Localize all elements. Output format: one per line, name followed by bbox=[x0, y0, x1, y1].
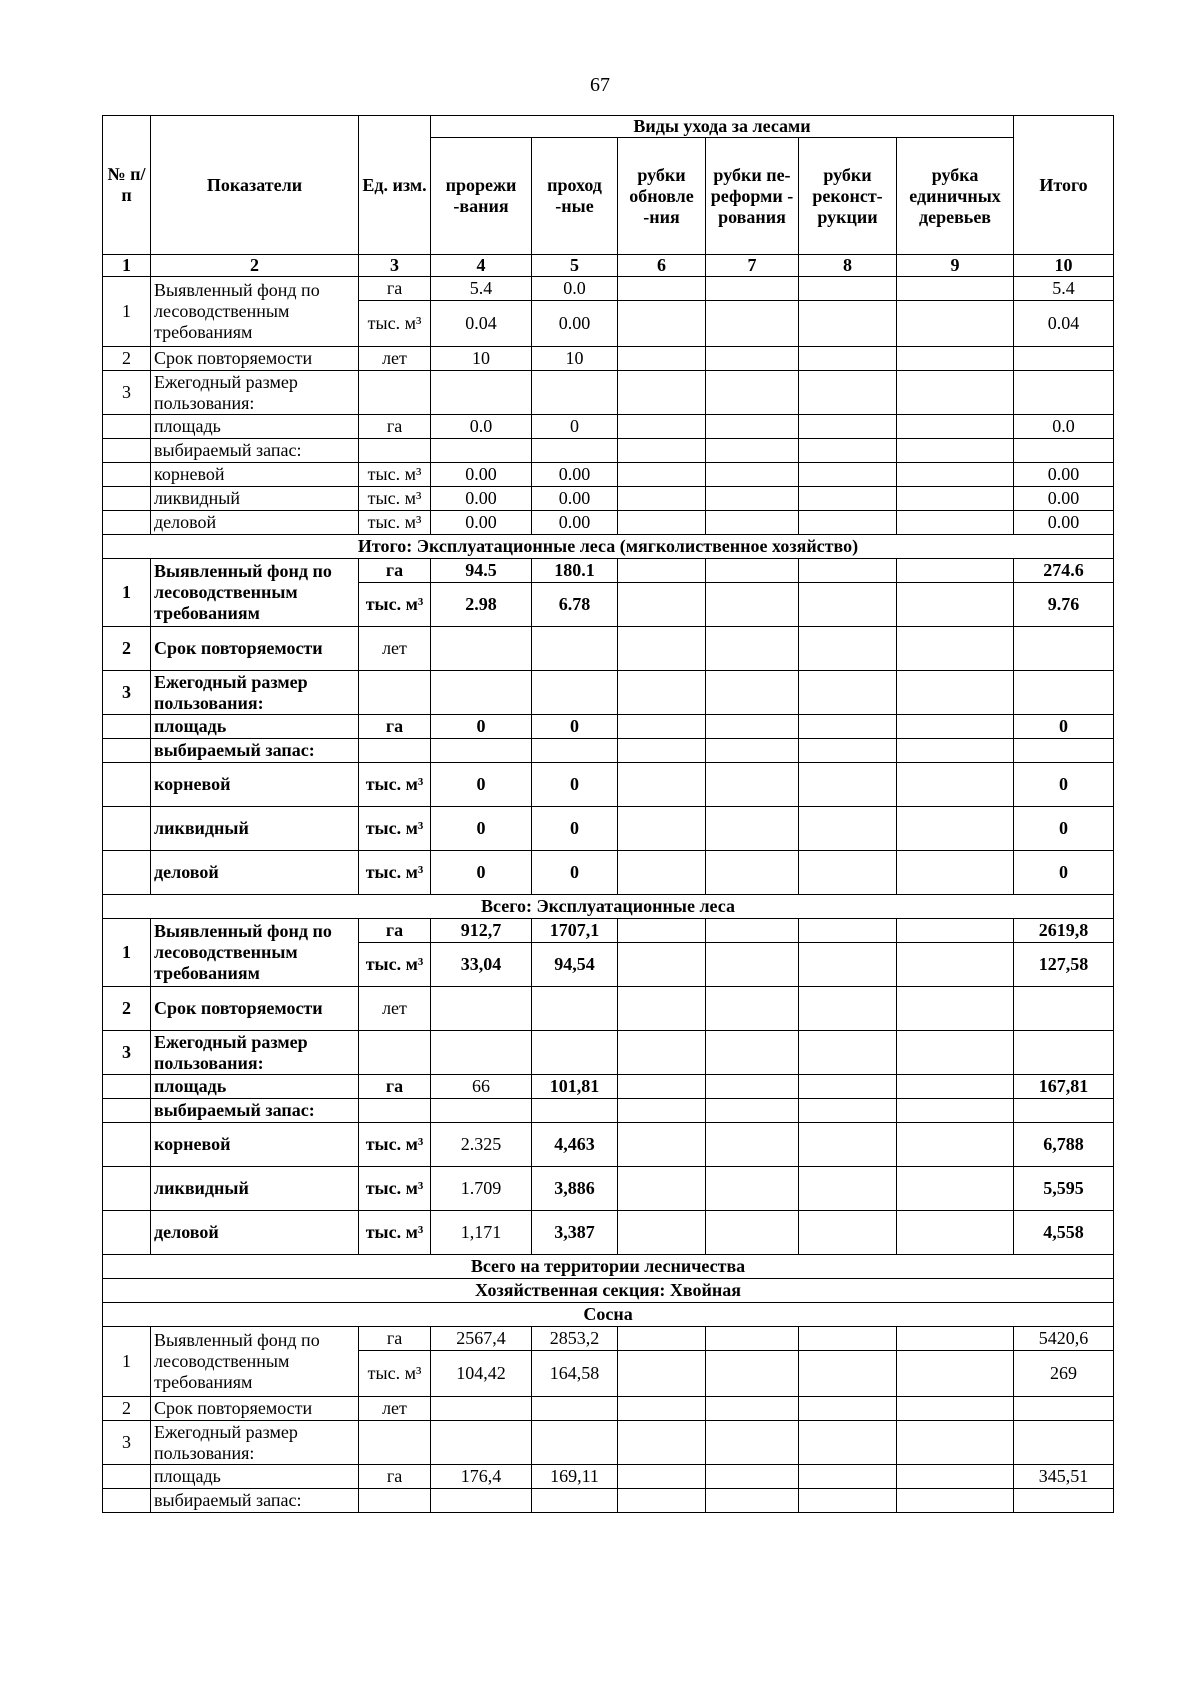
section-row bbox=[103, 535, 1114, 559]
col-number: 3 bbox=[359, 255, 431, 277]
row-index: 2 bbox=[103, 987, 151, 1031]
cell-total: 0 bbox=[1014, 715, 1114, 739]
cell-total: 167,81 bbox=[1014, 1075, 1114, 1099]
table-row bbox=[103, 487, 1114, 511]
table-row bbox=[103, 1421, 1114, 1465]
cell-total: 6,788 bbox=[1014, 1123, 1114, 1167]
row-label: ликвидный bbox=[151, 1167, 359, 1211]
row-unit: тыс. м³ bbox=[359, 943, 431, 987]
table-row bbox=[103, 1489, 1114, 1513]
row-index: 1 bbox=[103, 1327, 151, 1397]
col-number: 1 bbox=[103, 255, 151, 277]
header-type-single-tree: рубка единичных деревьев bbox=[897, 138, 1014, 255]
row-label: Срок повторяемости bbox=[151, 347, 359, 371]
row-label: Ежегодный размер пользования: bbox=[151, 1031, 359, 1075]
row-unit: тыс. м³ bbox=[359, 807, 431, 851]
cell-passing: 3,387 bbox=[532, 1211, 618, 1255]
row-label: ликвидный bbox=[151, 807, 359, 851]
cell-thinning: 66 bbox=[431, 1075, 532, 1099]
row-label: корневой bbox=[151, 763, 359, 807]
cell-total: 0 bbox=[1014, 851, 1114, 895]
cell-thinning: 176,4 bbox=[431, 1465, 532, 1489]
cell-total: 345,51 bbox=[1014, 1465, 1114, 1489]
table-row bbox=[103, 919, 1114, 943]
row-label: выбираемый запас: bbox=[151, 1489, 359, 1513]
row-index: 1 bbox=[103, 919, 151, 987]
forest-care-table bbox=[102, 115, 1114, 1513]
cell-passing: 101,81 bbox=[532, 1075, 618, 1099]
row-label: деловой bbox=[151, 511, 359, 535]
cell-passing: 3,886 bbox=[532, 1167, 618, 1211]
cell-total: 127,58 bbox=[1014, 943, 1114, 987]
cell-total bbox=[1014, 347, 1114, 371]
table-row bbox=[103, 807, 1114, 851]
cell-thinning: 2.98 bbox=[431, 583, 532, 627]
header-type-thinning: прорежи -вания bbox=[431, 138, 532, 255]
cell-thinning: 2567,4 bbox=[431, 1327, 532, 1351]
cell-passing: 0 bbox=[532, 763, 618, 807]
row-unit: га bbox=[359, 715, 431, 739]
row-index: 3 bbox=[103, 1421, 151, 1465]
row-unit: га bbox=[359, 277, 431, 301]
header-indicator: Показатели bbox=[151, 116, 359, 255]
row-unit: тыс. м³ bbox=[359, 301, 431, 347]
cell-thinning: 0.04 bbox=[431, 301, 532, 347]
cell-passing: 94,54 bbox=[532, 943, 618, 987]
table-row bbox=[103, 671, 1114, 715]
table-row bbox=[103, 763, 1114, 807]
cell-passing: 164,58 bbox=[532, 1351, 618, 1397]
cell-thinning: 0 bbox=[431, 715, 532, 739]
row-unit: тыс. м³ bbox=[359, 1167, 431, 1211]
row-unit: га bbox=[359, 559, 431, 583]
section-title: Сосна bbox=[103, 1303, 1114, 1327]
cell-passing: 0 bbox=[532, 415, 618, 439]
row-unit: га bbox=[359, 415, 431, 439]
row-label: деловой bbox=[151, 1211, 359, 1255]
table-row bbox=[103, 739, 1114, 763]
section-row bbox=[103, 1279, 1114, 1303]
cell-total: 269 bbox=[1014, 1351, 1114, 1397]
cell-thinning: 94.5 bbox=[431, 559, 532, 583]
col-number: 8 bbox=[799, 255, 897, 277]
row-label: Выявленный фонд по лесоводственным требованиям bbox=[151, 277, 359, 347]
table-row bbox=[103, 1099, 1114, 1123]
col-number: 5 bbox=[532, 255, 618, 277]
row-index: 3 bbox=[103, 671, 151, 715]
table-row bbox=[103, 347, 1114, 371]
section-title: Итого: Эксплуатационные леса (мягколиственное хозяйство) bbox=[103, 535, 1114, 559]
row-label: выбираемый запас: bbox=[151, 439, 359, 463]
section-row bbox=[103, 895, 1114, 919]
cell-thinning: 10 bbox=[431, 347, 532, 371]
cell-total: 274.6 bbox=[1014, 559, 1114, 583]
table-row bbox=[103, 277, 1114, 301]
table-row bbox=[103, 1397, 1114, 1421]
row-label: Ежегодный размер пользования: bbox=[151, 1421, 359, 1465]
table-row bbox=[103, 1123, 1114, 1167]
row-label: площадь bbox=[151, 415, 359, 439]
row-unit: тыс. м³ bbox=[359, 511, 431, 535]
header-row bbox=[103, 116, 1114, 138]
page-number: 67 bbox=[590, 74, 610, 96]
cell-total: 9.76 bbox=[1014, 583, 1114, 627]
cell-passing: 0.00 bbox=[532, 511, 618, 535]
row-unit: лет bbox=[359, 1397, 431, 1421]
cell-total: 5,595 bbox=[1014, 1167, 1114, 1211]
row-label: Выявленный фонд по лесоводственным требованиям bbox=[151, 1327, 359, 1397]
cell-passing: 0.00 bbox=[532, 487, 618, 511]
cell-passing: 10 bbox=[532, 347, 618, 371]
cell-thinning: 0.00 bbox=[431, 463, 532, 487]
row-label: корневой bbox=[151, 1123, 359, 1167]
header-type-reforming: рубки пе- реформи - рования bbox=[706, 138, 799, 255]
table-row bbox=[103, 1211, 1114, 1255]
cell-total: 0 bbox=[1014, 763, 1114, 807]
row-label: Срок повторяемости bbox=[151, 627, 359, 671]
table-row bbox=[103, 1075, 1114, 1099]
row-unit: тыс. м³ bbox=[359, 463, 431, 487]
cell-total: 2619,8 bbox=[1014, 919, 1114, 943]
cell-thinning: 104,42 bbox=[431, 1351, 532, 1397]
cell-thinning: 0.00 bbox=[431, 487, 532, 511]
header-total: Итого bbox=[1014, 116, 1114, 255]
cell-thinning: 0.0 bbox=[431, 415, 532, 439]
row-label: корневой bbox=[151, 463, 359, 487]
row-index: 1 bbox=[103, 277, 151, 347]
row-unit: тыс. м³ bbox=[359, 487, 431, 511]
row-unit: лет bbox=[359, 627, 431, 671]
cell-thinning: 0 bbox=[431, 851, 532, 895]
cell-total: 0.00 bbox=[1014, 487, 1114, 511]
header-unit: Ед. изм. bbox=[359, 116, 431, 255]
table-row bbox=[103, 627, 1114, 671]
col-number: 7 bbox=[706, 255, 799, 277]
cell-thinning: 1.709 bbox=[431, 1167, 532, 1211]
header-type-renewal: рубки обновле -ния bbox=[618, 138, 706, 255]
table-row bbox=[103, 1031, 1114, 1075]
cell-passing: 0 bbox=[532, 807, 618, 851]
row-unit: га bbox=[359, 1465, 431, 1489]
table-row bbox=[103, 851, 1114, 895]
cell-total: 5420,6 bbox=[1014, 1327, 1114, 1351]
cell-total: 0 bbox=[1014, 807, 1114, 851]
row-unit: тыс. м³ bbox=[359, 1351, 431, 1397]
row-label: ликвидный bbox=[151, 487, 359, 511]
column-numbers-row bbox=[103, 255, 1114, 277]
cell-total: 0.00 bbox=[1014, 463, 1114, 487]
table-row bbox=[103, 1167, 1114, 1211]
cell-total: 4,558 bbox=[1014, 1211, 1114, 1255]
col-number: 2 bbox=[151, 255, 359, 277]
cell-thinning: 1,171 bbox=[431, 1211, 532, 1255]
row-label: Срок повторяемости bbox=[151, 987, 359, 1031]
cell-total: 0.0 bbox=[1014, 415, 1114, 439]
col-number: 9 bbox=[897, 255, 1014, 277]
row-label: площадь bbox=[151, 1465, 359, 1489]
cell-passing: 6.78 bbox=[532, 583, 618, 627]
section-title: Всего на территории лесничества bbox=[103, 1255, 1114, 1279]
table-row bbox=[103, 439, 1114, 463]
cell-thinning: 0 bbox=[431, 763, 532, 807]
cell-passing: 0.0 bbox=[532, 277, 618, 301]
cell-passing: 180.1 bbox=[532, 559, 618, 583]
row-unit: га bbox=[359, 919, 431, 943]
cell-thinning: 33,04 bbox=[431, 943, 532, 987]
cell-passing: 169,11 bbox=[532, 1465, 618, 1489]
cell-thinning: 912,7 bbox=[431, 919, 532, 943]
cell-total: 0.00 bbox=[1014, 511, 1114, 535]
row-unit: га bbox=[359, 1327, 431, 1351]
row-label: Ежегодный размер пользования: bbox=[151, 371, 359, 415]
cell-passing: 0 bbox=[532, 715, 618, 739]
row-unit: тыс. м³ bbox=[359, 1123, 431, 1167]
section-row bbox=[103, 1255, 1114, 1279]
row-label: деловой bbox=[151, 851, 359, 895]
section-row bbox=[103, 1303, 1114, 1327]
cell-total: 0.04 bbox=[1014, 301, 1114, 347]
table-row bbox=[103, 715, 1114, 739]
col-number: 6 bbox=[618, 255, 706, 277]
row-unit: тыс. м³ bbox=[359, 851, 431, 895]
row-unit: га bbox=[359, 1075, 431, 1099]
row-unit: лет bbox=[359, 987, 431, 1031]
cell-passing: 2853,2 bbox=[532, 1327, 618, 1351]
row-label: площадь bbox=[151, 1075, 359, 1099]
row-label: выбираемый запас: bbox=[151, 739, 359, 763]
cell-passing: 0.00 bbox=[532, 301, 618, 347]
row-label: Выявленный фонд по лесоводственным требованиям bbox=[151, 559, 359, 627]
row-index: 2 bbox=[103, 347, 151, 371]
header-type-passing: проход -ные bbox=[532, 138, 618, 255]
row-unit: тыс. м³ bbox=[359, 1211, 431, 1255]
table-row bbox=[103, 559, 1114, 583]
table-row bbox=[103, 1327, 1114, 1351]
cell-passing: 4,463 bbox=[532, 1123, 618, 1167]
row-unit: тыс. м³ bbox=[359, 763, 431, 807]
row-label: площадь bbox=[151, 715, 359, 739]
row-label: выбираемый запас: bbox=[151, 1099, 359, 1123]
row-index: 2 bbox=[103, 627, 151, 671]
row-label: Выявленный фонд по лесоводственным требованиям bbox=[151, 919, 359, 987]
cell-passing: 1707,1 bbox=[532, 919, 618, 943]
table-row bbox=[103, 415, 1114, 439]
col-number: 4 bbox=[431, 255, 532, 277]
cell-passing: 0 bbox=[532, 851, 618, 895]
row-label: Ежегодный размер пользования: bbox=[151, 671, 359, 715]
section-title: Всего: Эксплуатационные леса bbox=[103, 895, 1114, 919]
header-group: Виды ухода за лесами bbox=[431, 116, 1014, 138]
cell-total: 5.4 bbox=[1014, 277, 1114, 301]
row-index: 3 bbox=[103, 1031, 151, 1075]
col-number: 10 bbox=[1014, 255, 1114, 277]
cell-thinning: 0.00 bbox=[431, 511, 532, 535]
table-row bbox=[103, 511, 1114, 535]
row-index: 1 bbox=[103, 559, 151, 627]
header-type-reconstruction: рубки реконст- рукции bbox=[799, 138, 897, 255]
table-row bbox=[103, 987, 1114, 1031]
row-index: 3 bbox=[103, 371, 151, 415]
row-index: 2 bbox=[103, 1397, 151, 1421]
table-row bbox=[103, 1465, 1114, 1489]
cell-thinning: 2.325 bbox=[431, 1123, 532, 1167]
row-unit: лет bbox=[359, 347, 431, 371]
cell-passing: 0.00 bbox=[532, 463, 618, 487]
cell-thinning: 5.4 bbox=[431, 277, 532, 301]
table-row bbox=[103, 463, 1114, 487]
cell-thinning: 0 bbox=[431, 807, 532, 851]
row-label: Срок повторяемости bbox=[151, 1397, 359, 1421]
table-row bbox=[103, 371, 1114, 415]
section-title: Хозяйственная секция: Хвойная bbox=[103, 1279, 1114, 1303]
header-no: № п/п bbox=[103, 116, 151, 255]
row-unit: тыс. м³ bbox=[359, 583, 431, 627]
